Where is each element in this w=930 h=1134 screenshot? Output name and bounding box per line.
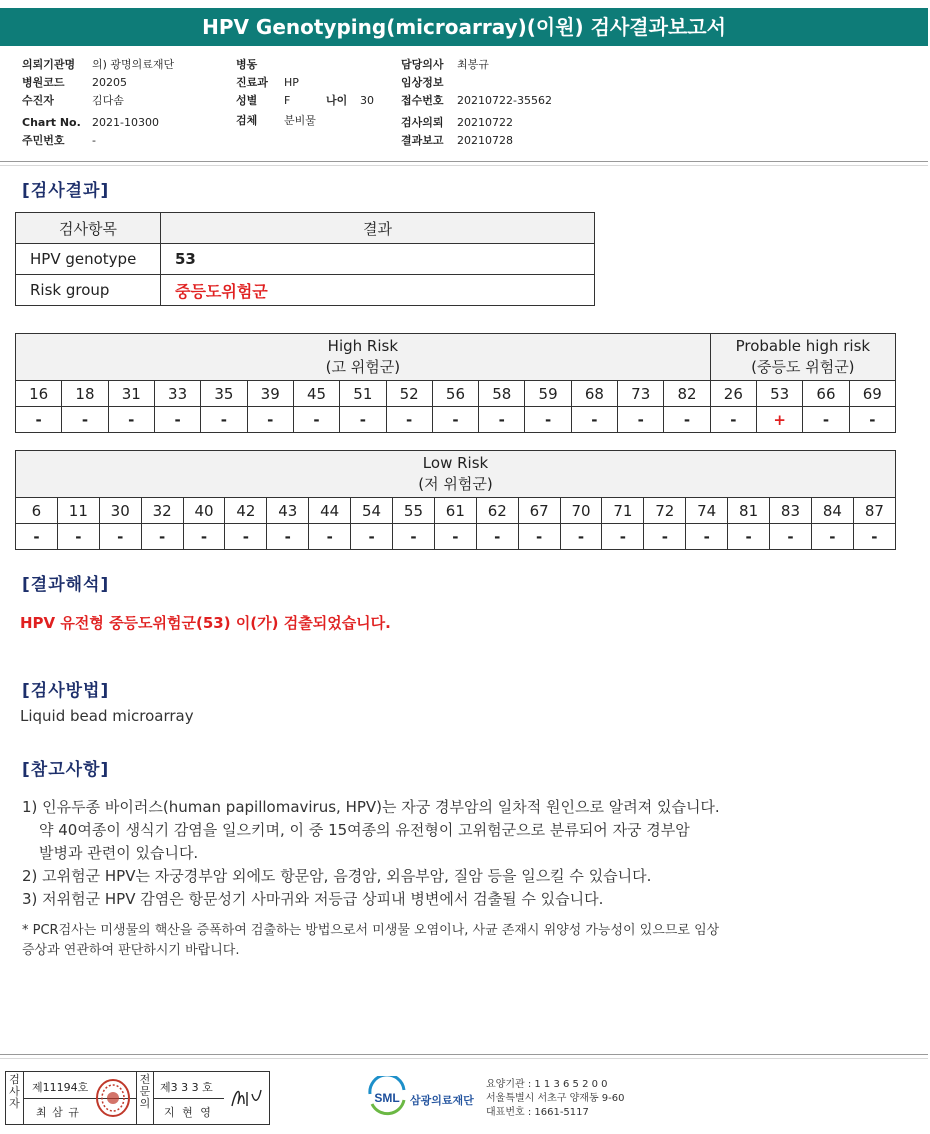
high-risk-label: High Risk [327,337,399,355]
header-value: 김다솜 [92,94,124,107]
specialist-name: 지 현 영 [164,1106,213,1119]
header-label: Chart No. [22,116,81,129]
genotype-cell: 54 [351,498,393,524]
report-title: HPV Genotyping(microarray)(이원) 검사결과보고서 [0,8,928,46]
positive-mark: + [757,407,803,433]
genotype-cell: 58 [479,381,525,407]
header-label: 결과보고 [401,134,444,147]
header-row [22,92,124,110]
risk-group-value: 중등도위험군 [161,275,595,306]
genotype-cell: 87 [853,498,895,524]
negative-mark: - [141,524,183,550]
org-info-line: 요양기관 : 1 1 3 6 5 2 0 0 [486,1079,608,1090]
sml-logo-icon [366,1076,408,1118]
negative-mark: - [479,407,525,433]
note-line: 약 40여종이 생식기 감염을 일으키며, 이 중 15여종의 유전형이 고위험군으로 분류되어 자궁 경부암 [39,821,690,839]
genotype-cell: 70 [560,498,602,524]
high-risk-sub: (고 위험군) [325,358,401,376]
negative-mark: - [154,407,200,433]
genotype-cell: 43 [267,498,309,524]
header-row [22,114,159,132]
header-label: 검사의뢰 [401,116,444,129]
genotype-cell: 30 [99,498,141,524]
header-label: 담당의사 [401,58,444,71]
header-label: 병동 [236,58,258,71]
header-value: 최봉규 [457,58,489,71]
genotype-row [16,381,896,407]
header-value: HP [284,76,299,89]
negative-mark: - [225,524,267,550]
negative-mark: - [803,407,849,433]
header-value: 20210728 [457,134,513,147]
header-row [236,56,284,74]
header-row [401,132,513,150]
specialist-label: 전문의 [139,1073,151,1110]
genotype-cell: 73 [618,381,664,407]
result-item: Risk group [16,275,161,306]
probable-risk-header [710,334,895,381]
negative-mark: - [99,524,141,550]
section-title-method: [검사방법] [22,681,110,701]
high-risk-grid [15,333,896,433]
detection-row [16,407,896,433]
genotype-cell: 56 [432,381,478,407]
interpretation-text: HPV 유전형 중등도위험군(53) 이(가) 검출되었습니다. [20,614,391,632]
probable-risk-sub: (중등도 위험군) [751,358,855,376]
genotype-cell: 42 [225,498,267,524]
header-row [236,112,316,130]
header-value: F [284,94,291,107]
header-label: 병원코드 [22,76,65,89]
genotype-cell: 59 [525,381,571,407]
negative-mark: - [16,524,58,550]
genotype-cell: 16 [16,381,62,407]
negative-mark: - [309,524,351,550]
negative-mark: - [602,524,644,550]
header-value: 2021-10300 [92,116,159,129]
genotype-cell: 71 [602,498,644,524]
header-label: 성별 [236,94,258,107]
header-value: - [92,134,96,147]
header-label: 검체 [236,114,258,127]
header-label: 진료과 [236,76,268,89]
genotype-cell: 61 [434,498,476,524]
header-divider [0,161,928,162]
seal-stamp-icon [95,1078,131,1121]
negative-mark: - [849,407,895,433]
footnote-line: * PCR검사는 미생물의 핵산을 증폭하여 검출하는 방법으로서 미생물 오염이나, 사균 존재시 위양성 가능성이 있으므로 임상 [22,923,720,938]
genotype-cell: 35 [201,381,247,407]
header-value: 분비물 [284,114,316,127]
negative-mark: - [247,407,293,433]
header-value: 20205 [92,76,127,89]
genotype-cell: 39 [247,381,293,407]
negative-mark: - [201,407,247,433]
genotype-cell: 53 [757,381,803,407]
genotype-cell: 52 [386,381,432,407]
genotype-cell: 82 [664,381,710,407]
negative-mark: - [560,524,602,550]
section-title-notes: [참고사항] [22,760,110,780]
negative-mark: - [267,524,309,550]
genotype-cell: 45 [293,381,339,407]
result-item: HPV genotype [16,244,161,275]
negative-mark: - [476,524,518,550]
header-row [236,92,374,110]
negative-mark: - [16,407,62,433]
negative-mark: - [432,407,478,433]
genotype-cell: 62 [476,498,518,524]
method-text: Liquid bead microarray [20,707,194,725]
specialist-license-no: 제3 3 3 호 [160,1081,213,1094]
footnote-line: 증상과 연관하여 판단하시기 바랍니다. [22,943,240,958]
low-risk-header [16,451,896,498]
header-label: 주민번호 [22,134,65,147]
tester-license-no: 제11194호 [32,1081,89,1094]
footer-divider [0,1058,928,1059]
negative-mark: - [853,524,895,550]
footnote [22,921,862,961]
negative-mark: - [293,407,339,433]
negative-mark: - [728,524,770,550]
footer-divider [0,1054,928,1055]
negative-mark: - [644,524,686,550]
header-value: 의) 광명의료재단 [92,58,175,71]
age-label: 나이 [326,94,348,107]
negative-mark: - [57,524,99,550]
genotype-cell: 44 [309,498,351,524]
col-header-item: 검사항목 [16,213,161,244]
note-line: 1) 인유두종 바이러스(human papillomavirus, HPV)는 자궁 경부암의 일차적 원인으로 알려져 있습니다. [22,798,720,816]
table-row [16,275,595,306]
genotype-cell: 68 [571,381,617,407]
genotype-cell: 6 [16,498,58,524]
age-value: 30 [360,94,374,107]
signature-box [5,1071,270,1125]
genotype-cell: 81 [728,498,770,524]
org-info-line: 대표번호 : 1661-5117 [486,1107,589,1118]
header-row [236,74,299,92]
negative-mark: - [811,524,853,550]
header-row [22,132,96,150]
org-info [486,1078,625,1120]
tester-name: 최 삼 규 [36,1106,80,1119]
genotype-cell: 51 [340,381,386,407]
logo-text: SML [374,1091,400,1105]
section-title-result: [검사결과] [22,181,110,201]
header-label: 수진자 [22,94,54,107]
genotype-cell: 18 [62,381,108,407]
genotype-cell: 55 [393,498,435,524]
tester-vertical-label [6,1072,24,1124]
genotype-cell: 32 [141,498,183,524]
genotype-cell: 74 [686,498,728,524]
signature-divider [154,1098,224,1099]
result-table [15,212,595,306]
section-title-interpretation: [결과해석] [22,575,110,595]
negative-mark: - [351,524,393,550]
genotype-cell: 40 [183,498,225,524]
header-label: 접수번호 [401,94,444,107]
negative-mark: - [525,407,571,433]
header-value: 20210722 [457,116,513,129]
negative-mark: - [686,524,728,550]
note-line: 2) 고위험군 HPV는 자궁경부암 외에도 항문암, 음경암, 외음부암, 질암 등을 일으킬 수 있습니다. [22,867,652,885]
negative-mark: - [710,407,756,433]
header-divider [0,165,928,166]
negative-mark: - [62,407,108,433]
negative-mark: - [434,524,476,550]
negative-mark: - [340,407,386,433]
header-label: 의뢰기관명 [22,58,76,71]
org-name: 삼광의료재단 [410,1094,474,1107]
note-line: 발병과 관련이 있습니다. [39,844,199,862]
negative-mark: - [108,407,154,433]
genotype-cell: 69 [849,381,895,407]
negative-mark: - [518,524,560,550]
result-value: 53 [161,244,595,275]
header-row [22,56,174,74]
negative-mark: - [664,407,710,433]
table-row [16,244,595,275]
genotype-cell: 31 [108,381,154,407]
negative-mark: - [183,524,225,550]
genotype-cell: 11 [57,498,99,524]
header-label: 임상정보 [401,76,444,89]
genotype-cell: 83 [770,498,812,524]
genotype-row [16,498,896,524]
specialist-vertical-label [136,1072,154,1124]
header-value: 20210722-35562 [457,94,552,107]
genotype-cell: 26 [710,381,756,407]
negative-mark: - [770,524,812,550]
genotype-cell: 33 [154,381,200,407]
genotype-cell: 72 [644,498,686,524]
header-row [22,74,127,92]
detection-row [16,524,896,550]
low-risk-label: Low Risk [422,454,489,472]
negative-mark: - [386,407,432,433]
notes-list [22,796,720,911]
genotype-cell: 84 [811,498,853,524]
genotype-cell: 66 [803,381,849,407]
signature-icon [228,1082,264,1117]
genotype-cell: 67 [518,498,560,524]
header-row [401,74,457,92]
header-row [401,92,552,110]
header-row [401,114,513,132]
low-risk-grid [15,450,896,550]
negative-mark: - [393,524,435,550]
negative-mark: - [618,407,664,433]
high-risk-header [16,334,711,381]
probable-risk-label: Probable high risk [735,337,871,355]
header-row [401,56,489,74]
note-line: 3) 저위험군 HPV 감염은 항문성기 사마귀와 저등급 상피내 병변에서 검출될 수 있습니다. [22,890,604,908]
tester-label: 검사자 [9,1073,20,1110]
col-header-result: 결과 [161,213,595,244]
negative-mark: - [571,407,617,433]
low-risk-sub: (저 위험군) [418,475,493,493]
org-info-line: 서울특별시 서초구 양재동 9-60 [486,1093,625,1104]
